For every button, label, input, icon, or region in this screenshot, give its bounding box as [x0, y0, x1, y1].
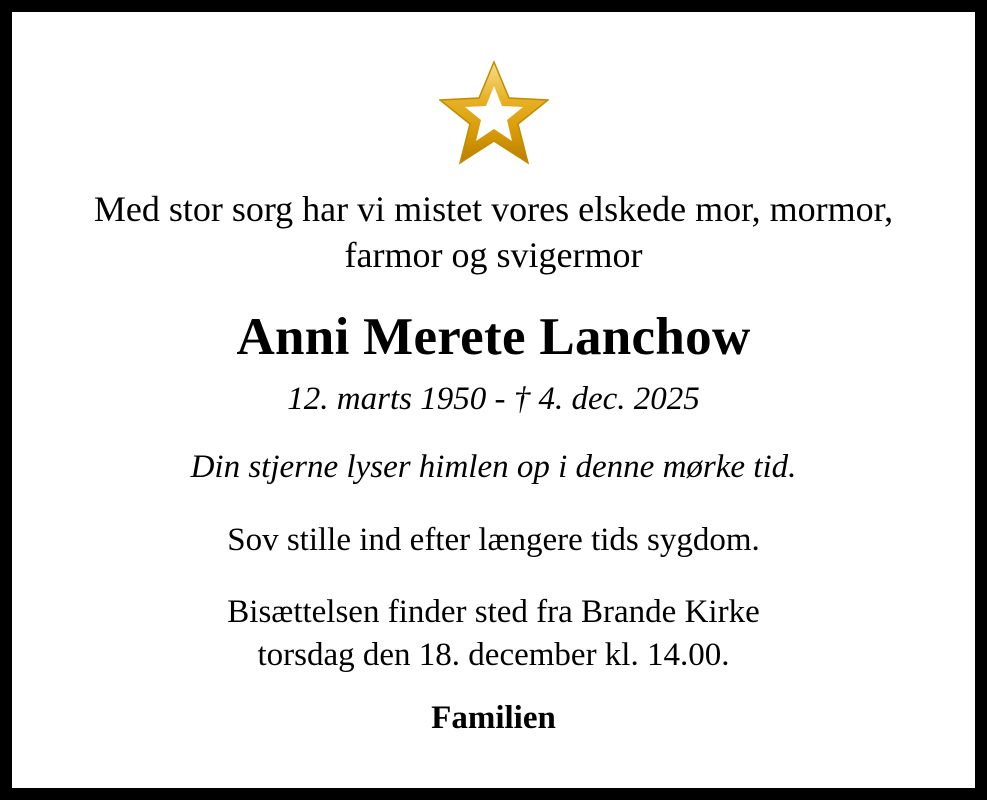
funeral-line-2: torsdag den 18. december kl. 14.00.	[257, 636, 730, 673]
obituary-inner-frame	[10, 10, 977, 790]
funeral-details	[227, 591, 759, 677]
memorial-verse: Din stjerne lyser himlen op i denne mørke tid.	[190, 449, 797, 486]
deceased-name: Anni Merete Lanchow	[236, 308, 751, 367]
funeral-line-1: Bisættelsen finder sted fra Brande Kirke	[227, 593, 760, 630]
star-icon	[439, 60, 549, 168]
signature: Familien	[431, 699, 556, 736]
intro-text: Med stor sorg har vi mistet vores elskede mor, mormor, farmor og svigermor	[93, 189, 894, 276]
life-dates: 12. marts 1950 - † 4. dec. 2025	[287, 381, 700, 418]
passing-sentence: Sov stille ind efter længere tids sygdom.	[227, 521, 760, 558]
